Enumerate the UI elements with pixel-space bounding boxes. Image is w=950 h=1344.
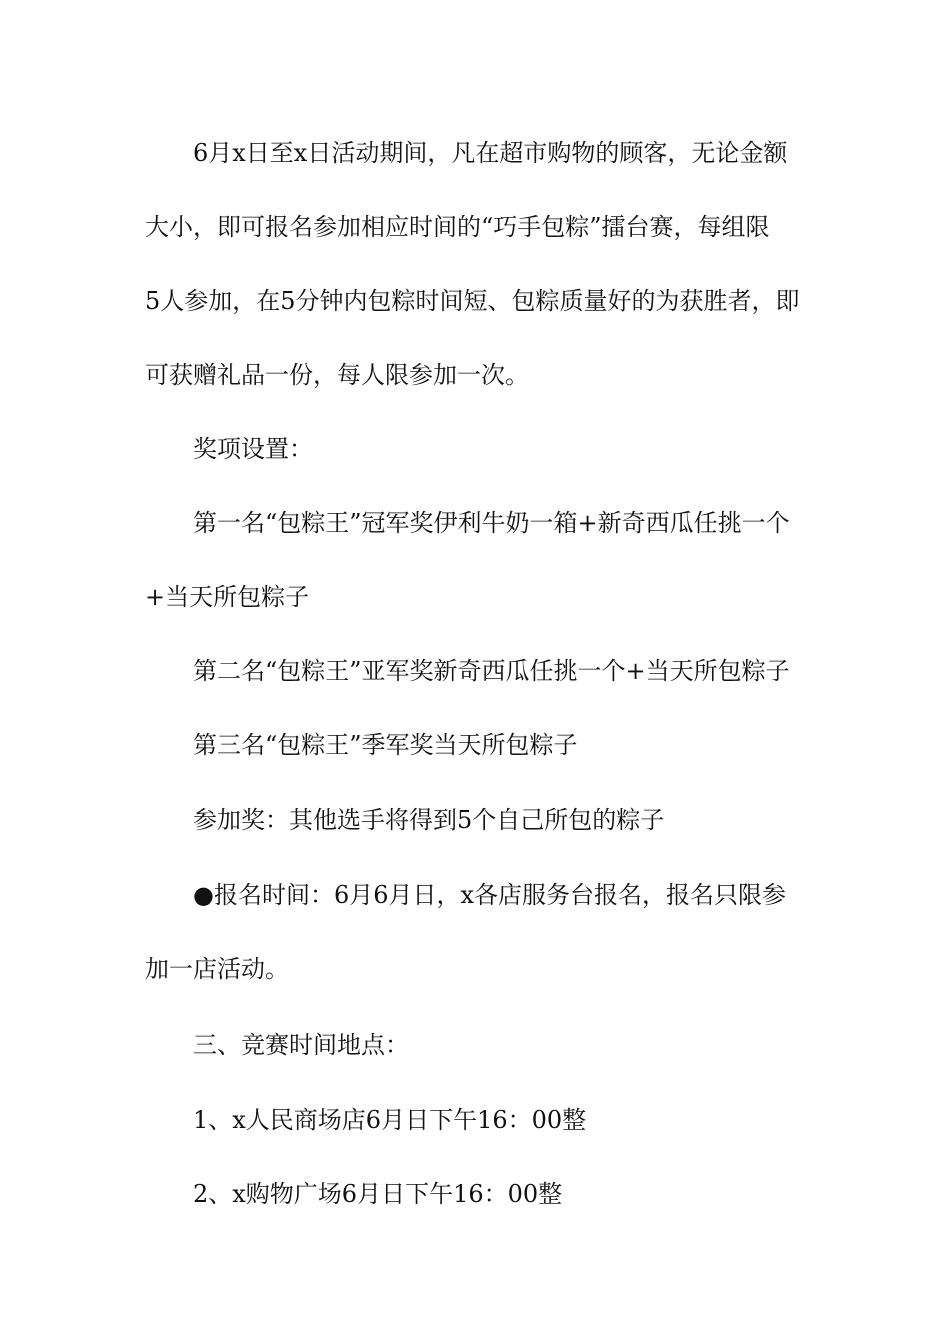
text-line: 大小，即可报名参加相应时间的“巧手包粽”擂台赛，每组限	[145, 213, 770, 241]
text-line: ●报名时间：6月6月日，x各店服务台报名，报名只限参	[193, 881, 787, 909]
text-line: 第一名“包粽王”冠军奖伊利牛奶一箱+新奇西瓜任挑一个	[193, 509, 790, 537]
text-line: 1、x人民商场店6月日下午16：00整	[193, 1106, 587, 1134]
text-line: 可获赠礼品一份，每人限参加一次。	[145, 361, 529, 389]
paragraph-first-prize	[145, 486, 810, 634]
text-line: 第三名“包粽王”季军奖当天所包粽子	[193, 731, 578, 759]
paragraph-location-2	[145, 1157, 810, 1231]
paragraph-participation-prize	[145, 783, 810, 857]
paragraph-second-prize	[145, 634, 810, 708]
paragraph-event-rules	[145, 116, 810, 412]
text-line: 奖项设置：	[193, 435, 313, 463]
text-line: 加一店活动。	[145, 955, 289, 983]
paragraph-third-prize	[145, 708, 810, 782]
text-line: 6月x日至x日活动期间，凡在超市购物的顾客，无论金额	[193, 139, 788, 167]
paragraph-location-1	[145, 1083, 810, 1157]
paragraph-registration	[145, 858, 810, 1006]
paragraph-section-heading	[145, 1008, 810, 1082]
paragraph-award-heading	[145, 412, 810, 486]
text-line: 5人参加，在5分钟内包粽时间短、包粽质量好的为获胜者，即	[145, 287, 800, 315]
text-line: 2、x购物广场6月日下午16：00整	[193, 1180, 563, 1208]
text-line: 三、竞赛时间地点：	[193, 1031, 409, 1059]
text-line: 第二名“包粽王”亚军奖新奇西瓜任挑一个+当天所包粽子	[193, 657, 790, 685]
text-line: +当天所包粽子	[145, 583, 310, 611]
text-line: 参加奖：其他选手将得到5个自己所包的粽子	[193, 806, 665, 834]
